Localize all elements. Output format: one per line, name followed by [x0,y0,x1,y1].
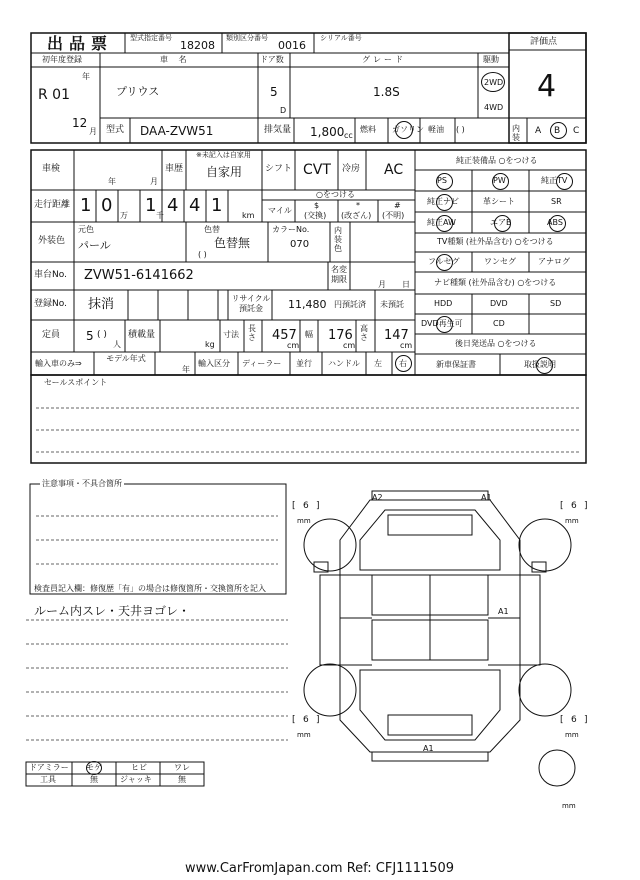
tire-rr-bracket-close: ] [584,715,588,725]
parallel: 並行 [296,359,312,368]
mirror-crack: ヒビ [131,763,147,772]
navi-cd: CD [493,319,505,328]
model-label: 型式 [106,125,125,135]
man-unit: 万 [120,211,128,220]
fuel-diesel: 軽油 [428,125,444,134]
later-label: 後日発送品 ○をつける [455,339,537,348]
name-change-label: 名変期限 [331,265,347,284]
capacity-label: 定員 [42,330,61,340]
vin: ZVW51-6141662 [84,268,194,283]
interior-a: A [535,126,542,136]
mirror-label: ドアミラー [29,763,69,772]
orig-color: パール [78,239,111,252]
jack-value: 無 [178,775,186,784]
equip-pw: PW [493,176,506,185]
exchange-sym: $ [314,201,320,210]
inspection-month-unit: 月 [150,177,158,186]
equip-leather: 革シート [483,197,515,206]
equip-airbag: エアB [490,218,512,227]
month-label: 月 [89,127,97,136]
tools-label: 工具 [40,775,56,784]
navi-sd: SD [550,299,562,308]
exchange-label: (交換) [304,211,327,220]
name-change-day: 日 [402,280,410,289]
tools-value: 無 [90,775,98,784]
tire-rl: 6 [303,715,309,725]
navi-dvd-play: DVD再生可 [421,319,463,328]
tampered-sym: * [356,201,360,210]
model-year-label: モデル年式 [106,354,146,363]
car-name-label: 車 名 [160,55,191,64]
first-reg-month: 12 [72,116,88,130]
km-unit: km [242,211,255,220]
model-cert-no: 18208 [180,39,215,52]
grade-label: グレード [362,55,406,64]
equip-airbag-circle [494,215,511,232]
recycle-paid: 円預託済 [334,300,366,309]
tv-oneseg: ワンセグ [484,257,516,266]
equip-pw-circle [492,173,509,190]
car-diagram [304,491,575,786]
drive-2wd-circle [481,72,505,92]
repaint-bracket: ( ) [198,250,207,259]
later-manual: 取扱説明 [524,360,556,369]
mark-a1-side: A1 [498,607,509,616]
equip-abs-circle [549,215,566,232]
color-label: 外装色 [38,236,66,246]
era: R 01 [38,87,70,103]
model-year-unit: 年 [182,365,190,374]
equip-tv-circle [556,173,573,190]
handle-right: 右 [399,359,407,368]
length-cm: cm [287,341,300,350]
score-label: 評価点 [530,37,558,47]
orig-color-label: 元色 [78,225,94,234]
sen-unit: 千 [156,211,164,220]
width-label: 幅 [305,330,313,339]
capacity-paren: ( ) [97,330,107,340]
model: DAA-ZVW51 [140,124,214,138]
kg-unit: kg [205,340,215,349]
fuel-bracket: ( ) [456,125,465,134]
tv-label: TV種類 (社外品含む) ○をつける [437,237,554,246]
inspector-note: ルーム内スレ・天井ヨゴレ・ [34,604,191,618]
reg: 抹消 [88,297,115,312]
mileage-digit-1: 1 [80,195,92,216]
history-label: 車歴 [165,164,184,174]
inspector-label: 検査員記入欄：修復歴「有」の場合は修復箇所・交換箇所を記入 [34,584,266,593]
drive-label: 駆動 [483,55,499,64]
mileage-digit-5: 4 [189,195,201,216]
notes-title: 注意事項・不具合箇所 [42,479,122,488]
jack-label: ジャッキ [120,775,152,784]
equip-aw: 純正AW [427,218,456,227]
mileage-digit-3: 1 [145,195,157,216]
tv-fullseg-circle [436,254,453,271]
unknown-label: (不明) [382,211,405,220]
navi-hdd: HDD [434,299,453,308]
later-warranty: 新車保証書 [436,360,476,369]
doors: 5 [270,85,278,99]
interior-c: C [573,126,580,136]
score-value: 4 [537,69,557,104]
mileage-digit-6: 1 [211,195,223,216]
door-type: D [280,106,287,115]
tire-fl-bracket: [ [292,501,296,511]
drive-2wd: 2WD [484,78,504,87]
reg-label: 登録No. [34,299,67,309]
history-note: ※未記入は自家用 [196,151,251,159]
tire-fr: 6 [571,501,577,511]
mileage-digit-2: 0 [101,195,113,216]
equip-navi: 純正ナビ [427,197,459,206]
tire-fr-bracket: [ [560,501,564,511]
navi-dvd-play-circle [436,316,453,333]
fuel-gasoline: ガソリン [392,125,424,134]
later-manual-circle [536,357,553,374]
handle-left: 左 [374,359,382,368]
mirror-break: ワレ [174,763,190,772]
height-label: 高さ [360,324,368,342]
mileage-digit-4: 4 [167,195,179,216]
mirror-mogi-circle [86,761,102,775]
inspection-label: 車検 [42,164,61,174]
tire-fl: 6 [303,501,309,511]
fuel-circle [395,121,413,139]
import-class-label: 輸入区分 [198,359,230,368]
doors-label: ドア数 [260,55,284,64]
interior-b: B [554,126,561,136]
shift: CVT [303,162,331,178]
footer-ref: www.CarFromJapan.com Ref: CFJ1111509 [185,861,455,876]
cc: cc [344,131,353,140]
dims-label: 寸法 [223,330,239,339]
tire-rl-mm: mm [297,731,311,739]
first-reg-label: 初年度登録 [42,55,82,64]
serial-label: シリアル番号 [320,34,362,42]
mileage-label: 走行距離 [34,200,71,210]
year-label: 年 [82,72,90,81]
recycle-label: リサイクル預託金 [231,294,271,313]
shift-label: シフト [265,164,293,174]
interior-label: 内装 [512,124,520,142]
unknown-sym: # [394,201,401,210]
form-title: 出品票 [47,34,114,53]
tire-fr-bracket-close: ] [584,501,588,511]
handle-circle [395,355,412,372]
mark-a1-front: A1 [481,493,492,502]
equip-tv: 純正TV [541,176,568,185]
color-no-label: カラーNo. [272,225,310,234]
tire-fl-mm: mm [297,517,311,525]
tire-rl-bracket-close: ] [316,715,320,725]
person-unit: 人 [113,340,121,349]
tv-analog: アナログ [538,257,570,266]
repaint: 色替無 [214,236,251,250]
navi-label: ナビ種類 (社外品含む) ○をつける [434,278,557,287]
equip-sr: SR [551,197,562,206]
mile-label: マイル [268,206,292,215]
tire-rr-mm: mm [565,731,579,739]
equip-ps-circle [436,173,453,190]
grade: 1.8S [373,85,400,99]
inspection-year-unit: 年 [108,177,116,186]
mark-a1-rear: A1 [423,744,434,753]
tire-rr: 6 [571,715,577,725]
length: 457 [272,328,297,343]
model-cert-label: 型式指定番号 [130,34,172,42]
load-label: 積載量 [128,330,156,340]
interior-circle [550,122,567,139]
tire-rl-bracket: [ [292,715,296,725]
dealer: ディーラー [242,359,282,368]
name-change-month: 月 [378,280,386,289]
drive-4wd: 4WD [484,103,504,112]
equip-ps: PS [437,176,447,185]
height: 147 [384,328,409,343]
equip-navi-circle [436,194,453,211]
recycle-unpaid: 未預託 [380,300,404,309]
equip-aw-circle [436,215,453,232]
ac-label: 冷房 [342,164,361,174]
mirror-mogi: モゲ [86,763,102,772]
navi-dvd: DVD [490,299,508,308]
tire-fr-mm: mm [565,517,579,525]
tv-fullseg: フルセグ [428,257,460,266]
color-no: 070 [290,239,310,250]
handle-label: ハンドル [328,359,360,368]
genuine-label: 純正装備品 ○をつける [456,156,538,165]
circle-note: ○をつける [316,190,355,199]
equip-abs: ABS [547,218,563,227]
car-name: プリウス [116,85,160,98]
mark-a2: A2 [372,493,383,502]
displacement: 1,800 [310,125,345,139]
width-cm: cm [343,341,356,350]
fuel-label: 燃料 [360,125,376,134]
tire-fl-bracket-close: ] [316,501,320,511]
capacity: 5 [86,329,94,343]
class-no: 0016 [278,39,306,52]
tire-rr-bracket: [ [560,715,564,725]
sales-point-label: セールスポイント [44,378,108,387]
ac: AC [384,162,404,178]
recycle-amount: 11,480 [288,298,327,311]
int-color-label: 内装色 [334,226,342,253]
repaint-label: 色替 [204,225,220,234]
length-label: 長さ [248,324,256,342]
spare-mm: mm [562,802,576,810]
class-label: 類別区分番号 [226,34,268,42]
import-label: 輸入車のみ⇒ [35,359,82,368]
tampered-label: (改ざん) [341,211,372,220]
height-cm: cm [400,341,413,350]
width: 176 [328,328,353,343]
displacement-label: 排気量 [264,125,292,135]
vin-label: 車台No. [34,270,67,280]
history: 自家用 [206,165,243,179]
